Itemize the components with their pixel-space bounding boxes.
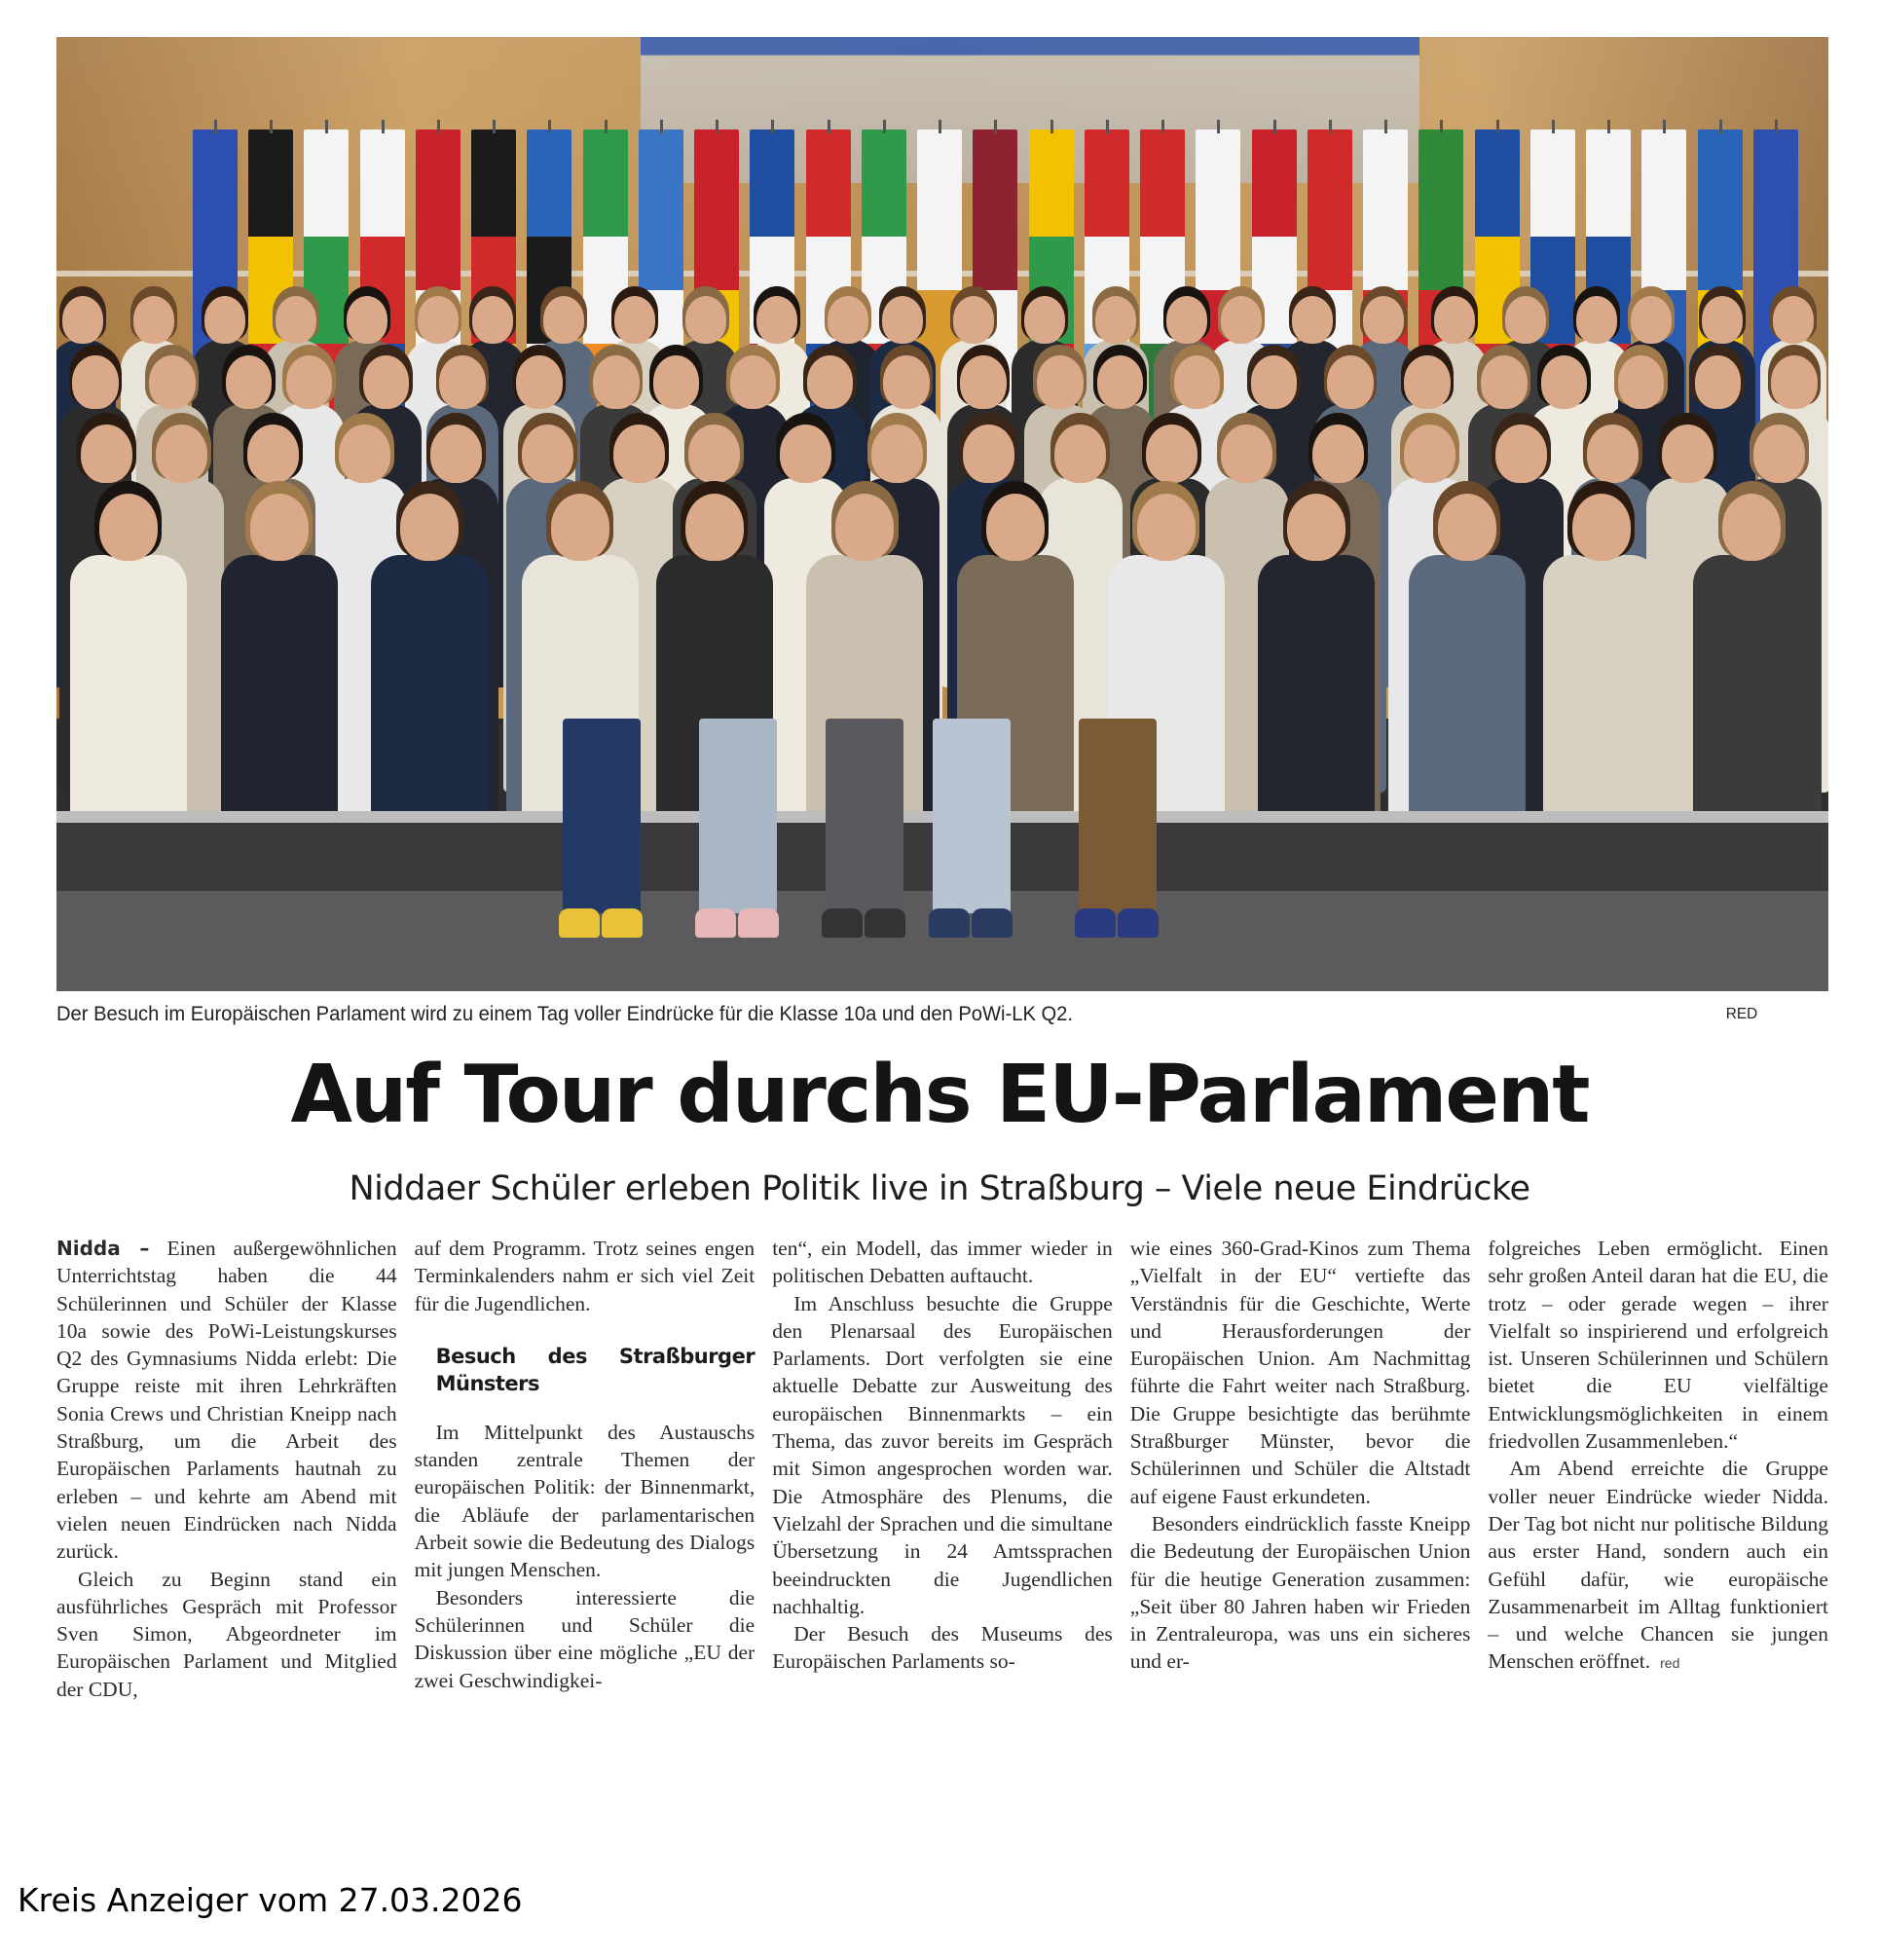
- photo-caption: [56, 997, 1757, 1032]
- headline: Auf Tour durchs EU-Parlament: [290, 1049, 1589, 1141]
- legs: [699, 719, 777, 913]
- column-1: [56, 1235, 397, 1819]
- paragraph: wie eines 360-Grad-Kinos zum Thema „Vielfalt in der EU“ vertiefte das Verständnis für die Geschichte, Werte und Herausforderungen der Europäischen Union. Am Nachmittag führte die Fahrt weiter nach Straßburg. Die Gruppe besichtigte das berühmte Straßburger Münster, bevor die Schülerinnen und Schüler die Altstadt auf eigene Faust erkundeten.: [1129, 1237, 1471, 1508]
- paragraph: auf dem Programm. Trotz seines engen Terminkalenders nahm er sich viel Zeit für die Jugendlichen.: [414, 1237, 755, 1315]
- legs: [933, 719, 1011, 913]
- legs: [1079, 719, 1157, 913]
- paragraph: Gleich zu Beginn stand ein ausführliches Gespräch mit Professor Sven Simon, Abgeordneter im Europäischen Parlament und Mitglied der CDU,: [56, 1567, 397, 1701]
- paragraph: Im Anschluss besuchte die Gruppe den Plenarsaal des Europäischen Parlaments. Dort verfolgten sie eine aktuelle Debatte zur Ausweitung des europäischen Binnenmarkts – ein Thema, das zuvor bereits im Gespräch mit Simon angesprochen worden war. Die Atmosphäre des Plenums, die Vielzahl der Sprachen und die simultane Übersetzung in 24 Amtssprachen beeindruckten die Jugendlichen nachhaltig.: [772, 1291, 1113, 1618]
- article-body: [56, 1235, 1828, 1819]
- shoe: [602, 908, 643, 938]
- section-subhead: Besuch des Straßburger Münsters: [435, 1344, 755, 1395]
- column-5: [1488, 1235, 1828, 1819]
- paragraph: Nidda – Einen außergewöhnlichen Unterrichtstag haben die 44 Schülerinnen und Schüler der Klasse 10a sowie des PoWi-Leistungskurses Q2 des Gymnasiums Nidda erlebt: Die Gruppe reiste mit ihren Lehrkräften Sonia Crews und Christian Kneipp nach Straßburg, um die Arbeit des Europäischen Parlaments hautnah zu erleben – und kehrte am Abend mit vielen neuen Eindrücken nach Nidda zurück.: [56, 1237, 397, 1564]
- shoe: [738, 908, 779, 938]
- shoe: [822, 908, 863, 938]
- paragraph: folgreiches Leben ermöglicht. Einen sehr großen Anteil daran hat die EU, die trotz – oder gerade wegen – ihrer Vielfalt so inspirierend und erfolgreich ist. Unseren Schülerinnen und Schülern bietet die EU vielfältige Entwicklungsmöglichkeiten in einem friedvollen Zusammenleben.“: [1488, 1237, 1828, 1454]
- column-3: [772, 1235, 1113, 1819]
- paragraph: Am Abend erreichte die Gruppe voller neuer Eindrücke wieder Nidda. Der Tag bot nicht nur politische Bildung aus erster Hand, sondern auch ein Gefühl dafür, wie europäische Zusammenarbeit im Alltag funktioniert – und welche Chancen sie jungen Menschen eröffnet. red: [1488, 1457, 1828, 1674]
- legs: [826, 719, 903, 913]
- column-4: [1130, 1235, 1471, 1819]
- subheadline: Niddaer Schüler erleben Politik live in Straßburg – Viele neue Eindrücke: [349, 1169, 1530, 1208]
- legs: [563, 719, 641, 913]
- paragraph: Der Besuch des Museums des Europäischen Parlaments so-: [772, 1622, 1113, 1674]
- dateline: Nidda –: [56, 1237, 150, 1260]
- shoe: [695, 908, 736, 938]
- paragraph: Besonders eindrücklich fasste Kneipp die Bedeutung der Europäischen Union für die heutige Generation zusammen: „Seit über 80 Jahren haben wir Frieden in Zentraleuropa, was uns ein sicheres und er-: [1129, 1511, 1471, 1674]
- paragraph: Besonders interessierte die Schülerinnen und Schüler die Diskussion über eine mögliche „EU der zwei Geschwindigkei-: [414, 1585, 755, 1692]
- paragraph: ten“, ein Modell, das immer wieder in politischen Debatten auftaucht.: [772, 1237, 1113, 1288]
- source-line: Kreis Anzeiger vom 27.03.2026: [18, 1881, 523, 1919]
- shoe: [1118, 908, 1159, 938]
- author-signature: red: [1660, 1655, 1680, 1672]
- shoe: [865, 908, 905, 938]
- paragraph: Im Mittelpunkt des Austauschs standen zentrale Themen der europäischen Politik: der Binnenmarkt, die Abläufe der parlamentarischen Arbeit sowie die Bedeutung des Dialogs mit jungen Menschen.: [414, 1420, 755, 1582]
- column-2: [415, 1235, 755, 1819]
- article-photo: [56, 37, 1828, 991]
- shoe: [1075, 908, 1116, 938]
- shoe: [972, 908, 1013, 938]
- caption-text: Der Besuch im Europäischen Parlament wird zu einem Tag voller Eindrücke für die Klasse 10a und den PoWi-LK Q2.: [56, 1003, 1073, 1025]
- photo-credit: RED: [1725, 1006, 1758, 1022]
- shoe: [929, 908, 970, 938]
- shoe: [559, 908, 600, 938]
